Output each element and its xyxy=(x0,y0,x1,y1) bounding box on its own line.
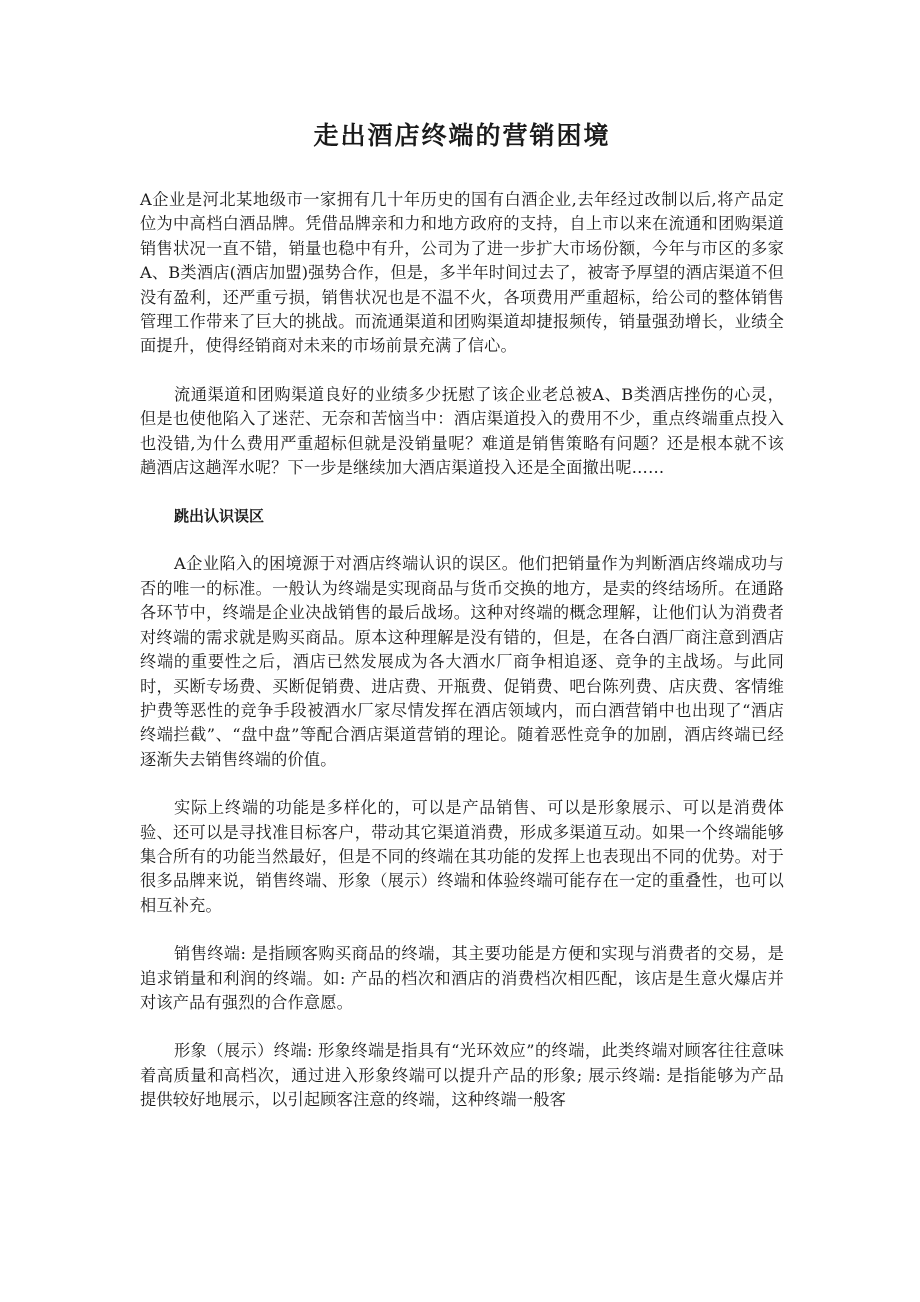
paragraph-terminal-functions: 实际上终端的功能是多样化的，可以是产品销售、可以是形象展示、可以是消费体验、还可以是寻找准目标客户，带动其它渠道消费，形成多渠道互动。如果一个终端能够集合所有的功能当然最好，但是不同的终端在其功能的发挥上也表现出不同的优势。对于很多品牌来说，销售终端、形象（展示）终端和体验终端可能存在一定的重叠性，也可以相互补充。 xyxy=(140,798,784,915)
paragraph-intro: A企业是河北某地级市一家拥有几十年历史的国有白酒企业,去年经过改制以后,将产品定位为中高档白酒品牌。凭借品牌亲和力和地方政府的支持，自上市以来在流通和团购渠道销售状况一直不错，销量也稳中有升，公司为了进一步扩大市场份额，今年与市区的多家A、B类酒店(酒店加盟)强势合作，但是，多半年时间过去了，被寄予厚望的酒店渠道不但没有盈利，还严重亏损，销售状况也是不温不火，各项费用严重超标，给公司的整体销售管理工作带来了巨大的挑战。而流通渠道和团购渠道却捷报频传，销量强劲增长，业绩全面提升，使得经销商对未来的市场前景充满了信心。 xyxy=(140,190,784,356)
section-heading: 跳出认识误区 xyxy=(174,507,265,526)
paragraph-image-terminal: 形象（展示）终端: 形象终端是指具有“光环效应”的终端，此类终端对顾客往往意味着高质量和高档次，通过进入形象终端可以提升产品的形象; 展示终端: 是指能够为产品提供较好地展示，以引起顾客注意的终端，这种终端一般客 xyxy=(140,1041,784,1110)
paragraph-dilemma: 流通渠道和团购渠道良好的业绩多少抚慰了该企业老总被A、B类酒店挫伤的心灵，但是也使他陷入了迷茫、无奈和苦恼当中：酒店渠道投入的费用不少，重点终端重点投入也没错,为什么费用严重超标但就是没销量呢？难道是销售策略有问题？还是根本就不该趟酒店这趟浑水呢？下一步是继续加大酒店渠道投入还是全面撤出呢…… xyxy=(140,384,784,478)
document-page xyxy=(140,118,784,1137)
document-title: 走出酒店终端的营销困境 xyxy=(313,121,611,150)
paragraph-misconception: A企业陷入的困境源于对酒店终端认识的误区。他们把销量作为判断酒店终端成功与否的唯一的标准。一般认为终端是实现商品与货币交换的地方，是卖的终结场所。在通路各环节中，终端是企业决战销售的最后战场。这种对终端的概念理解，让他们认为消费者对终端的需求就是购买商品。原本这种理解是没有错的，但是，在各白酒厂商注意到酒店终端的重要性之后，酒店已然发展成为各大酒水厂商争相追逐、竞争的主战场。与此同时，买断专场费、买断促销费、进店费、开瓶费、促销费、吧台陈列费、店庆费、客情维护费等恶性的竞争手段被酒水厂家尽情发挥在酒店领域内，而白酒营销中也出现了“酒店终端拦截”、“盘中盘”等配合酒店渠道营销的理论。随着恶性竞争的加剧，酒店终端已经逐渐失去销售终端的价值。 xyxy=(140,554,784,769)
paragraph-sales-terminal: 销售终端: 是指顾客购买商品的终端，其主要功能是方便和实现与消费者的交易，是追求销量和利润的终端。如: 产品的档次和酒店的消费档次相匹配，该店是生意火爆店并对该产品有强烈的合作意愿。 xyxy=(140,944,784,1012)
